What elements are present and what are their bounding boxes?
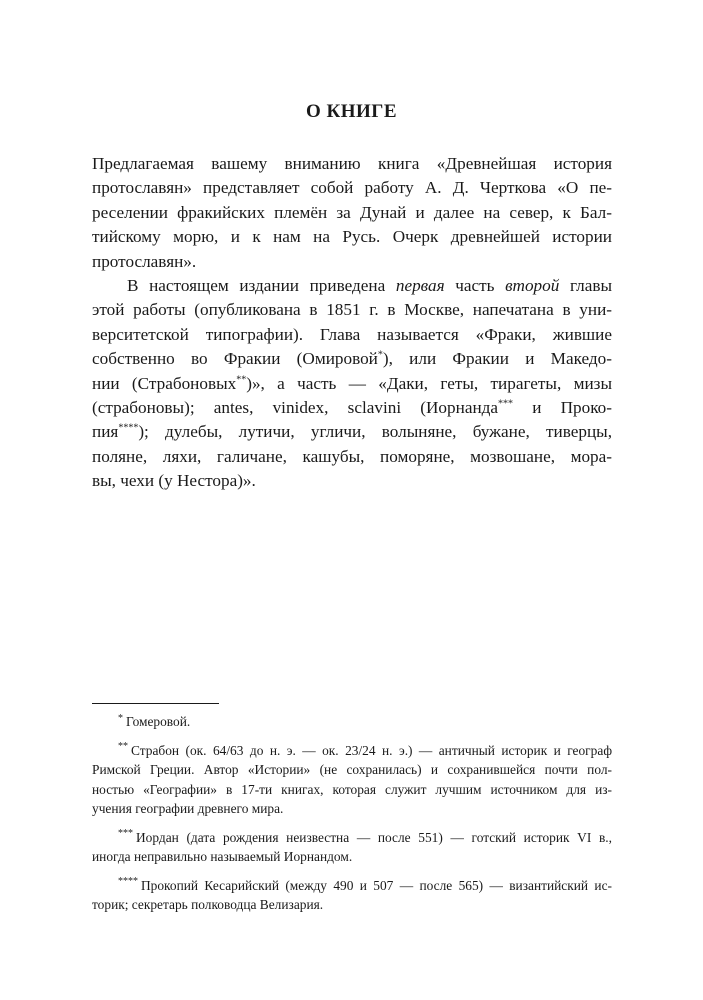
text-line: тийскому морю, и к нам на Русь. Очерк древнейшей истории <box>92 227 612 247</box>
text-line: пия****); дулебы, лутичи, угличи, волыняне, бужане, тиверцы, <box>92 422 612 442</box>
footnote-mark: ** <box>118 741 128 753</box>
footnote-mark: **** <box>118 876 138 888</box>
footnote-ref-4: **** <box>118 422 139 434</box>
text-line: протославян» представляет собой работу А. Д. Черткова «О пе- <box>92 178 612 198</box>
footnote-mark: * <box>118 712 123 724</box>
text-line: поляне, ляхи, галичане, кашубы, поморяне, мозвошане, мора- <box>92 446 612 466</box>
text-line: Предлагаемая вашему вниманию книга «Древнейшая история <box>92 154 612 173</box>
text-line: реселении фракийских племён за Дунай и далее на север, к Бал- <box>92 202 612 222</box>
text-line: этой работы (опубликована в 1851 г. в Москве, напечатана в уни- <box>92 300 612 320</box>
page-title: О КНИГЕ <box>305 101 398 122</box>
text-line: В настоящем издании приведена первая часть второй главы <box>127 276 612 296</box>
emphasis-first: первая <box>395 276 445 296</box>
footnote-mark: *** <box>118 828 133 840</box>
footnote-ref-2: ** <box>236 373 247 385</box>
footnote-ref-3: *** <box>498 398 514 410</box>
text-line: нии (Страбоновых**)», а часть — «Даки, геты, тирагеты, мизы <box>92 373 613 393</box>
text-line: (страбоновы); antes, vinidex, sclavini (Иорнанда*** и Проко- <box>92 398 612 418</box>
footnote-1: * Гомеровой. <box>118 712 191 729</box>
emphasis-second: второй <box>505 276 560 296</box>
text-line: собственно во Фракии (Омировой*), или Фракии и Македо- <box>92 349 612 369</box>
footnote-4: **** Прокопий Кесарийский (между 490 и 507 — после 565) — византийский ис- торик; секретарь полководца Велизария. <box>92 876 612 912</box>
footnote-2: ** Страбон (ок. 64/63 до н. э. — ок. 23/24 н. э.) — античный историк и географ Римской Греции. Автор «Истории» (не сохранилась) и сохранившейся почти пол- ностью «Географии» в 17-ти книгах, которая служит лучшим источником для из- учения географии древнего мира. <box>92 741 612 816</box>
footnote-3: *** Иордан (дата рождения неизвестна — после 551) — готский историк VI в., иногда неправильно называемый Иорнандом. <box>92 828 612 864</box>
footnotes <box>92 712 612 924</box>
text-line: верситетской типографии). Глава называется «Фраки, жившие <box>92 324 612 344</box>
main-text <box>92 152 612 494</box>
text-line: вы, чехи (у Нестора)». <box>92 471 256 491</box>
footnote-ref-1: * <box>377 349 383 361</box>
text-line: протославян». <box>92 251 197 271</box>
footnote-divider <box>92 703 219 704</box>
